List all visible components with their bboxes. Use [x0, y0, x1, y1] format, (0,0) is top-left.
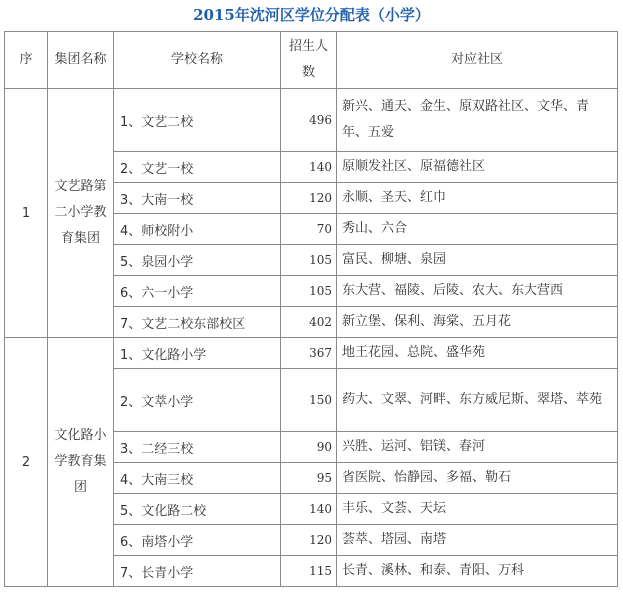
- community-list: 永顺、圣天、红巾: [337, 183, 618, 214]
- school-name: 7、长青小学: [114, 556, 281, 587]
- enroll-count: 105: [281, 276, 337, 307]
- school-name: 4、大南三校: [114, 463, 281, 494]
- enroll-count: 70: [281, 214, 337, 245]
- community-list: 丰乐、文荟、天坛: [337, 494, 618, 525]
- group-name: 文化路小学教育集团: [48, 338, 114, 587]
- enroll-count: 105: [281, 245, 337, 276]
- school-name: 5、文化路二校: [114, 494, 281, 525]
- community-list: 秀山、六合: [337, 214, 618, 245]
- header-area: 对应社区: [337, 32, 618, 89]
- school-name: 7、文艺二校东部校区: [114, 307, 281, 338]
- header-group: 集团名称: [48, 32, 114, 89]
- school-name: 2、文萃小学: [114, 369, 281, 432]
- community-list: 药大、文翠、河畔、东方威尼斯、翠塔、萃苑: [337, 369, 618, 432]
- school-name: 6、南塔小学: [114, 525, 281, 556]
- enroll-count: 120: [281, 525, 337, 556]
- school-name: 1、文艺二校: [114, 89, 281, 152]
- community-list: 荟萃、塔园、南塔: [337, 525, 618, 556]
- enroll-count: 115: [281, 556, 337, 587]
- enroll-count: 120: [281, 183, 337, 214]
- enroll-count: 150: [281, 369, 337, 432]
- community-list: 兴胜、运河、铝镁、春河: [337, 432, 618, 463]
- enroll-count: 140: [281, 494, 337, 525]
- community-list: 富民、柳塘、泉园: [337, 245, 618, 276]
- community-list: 东大营、福陵、后陵、农大、东大营西: [337, 276, 618, 307]
- page-title: 2015年沈河区学位分配表（小学）: [193, 6, 430, 24]
- enroll-count: 496: [281, 89, 337, 152]
- table-header-row: [5, 32, 618, 89]
- community-list: 长青、溪林、和泰、青阳、万科: [337, 556, 618, 587]
- community-list: 新立堡、保利、海棠、五月花: [337, 307, 618, 338]
- group-seq: 2: [5, 338, 48, 587]
- school-name: 5、泉园小学: [114, 245, 281, 276]
- school-name: 6、六一小学: [114, 276, 281, 307]
- enroll-count: 90: [281, 432, 337, 463]
- school-name: 3、大南一校: [114, 183, 281, 214]
- enroll-count: 402: [281, 307, 337, 338]
- group-seq: 1: [5, 89, 48, 338]
- allocation-table: [4, 31, 618, 587]
- enroll-count: 140: [281, 152, 337, 183]
- header-enroll: 招生人数: [281, 32, 337, 89]
- table-row: [5, 89, 618, 152]
- school-name: 3、二经三校: [114, 432, 281, 463]
- community-list: 原顺发社区、原福德社区: [337, 152, 618, 183]
- school-name: 1、文化路小学: [114, 338, 281, 369]
- school-name: 4、师校附小: [114, 214, 281, 245]
- community-list: 新兴、通天、金生、原双路社区、文华、青年、五爱: [337, 89, 618, 152]
- school-name: 2、文艺一校: [114, 152, 281, 183]
- header-seq: 序: [5, 32, 48, 89]
- table-row: [5, 338, 618, 369]
- enroll-count: 367: [281, 338, 337, 369]
- community-list: 地王花园、总院、盛华苑: [337, 338, 618, 369]
- enroll-count: 95: [281, 463, 337, 494]
- header-school: 学校名称: [114, 32, 281, 89]
- community-list: 省医院、怡静园、多福、勒石: [337, 463, 618, 494]
- group-name: 文艺路第二小学教育集团: [48, 89, 114, 338]
